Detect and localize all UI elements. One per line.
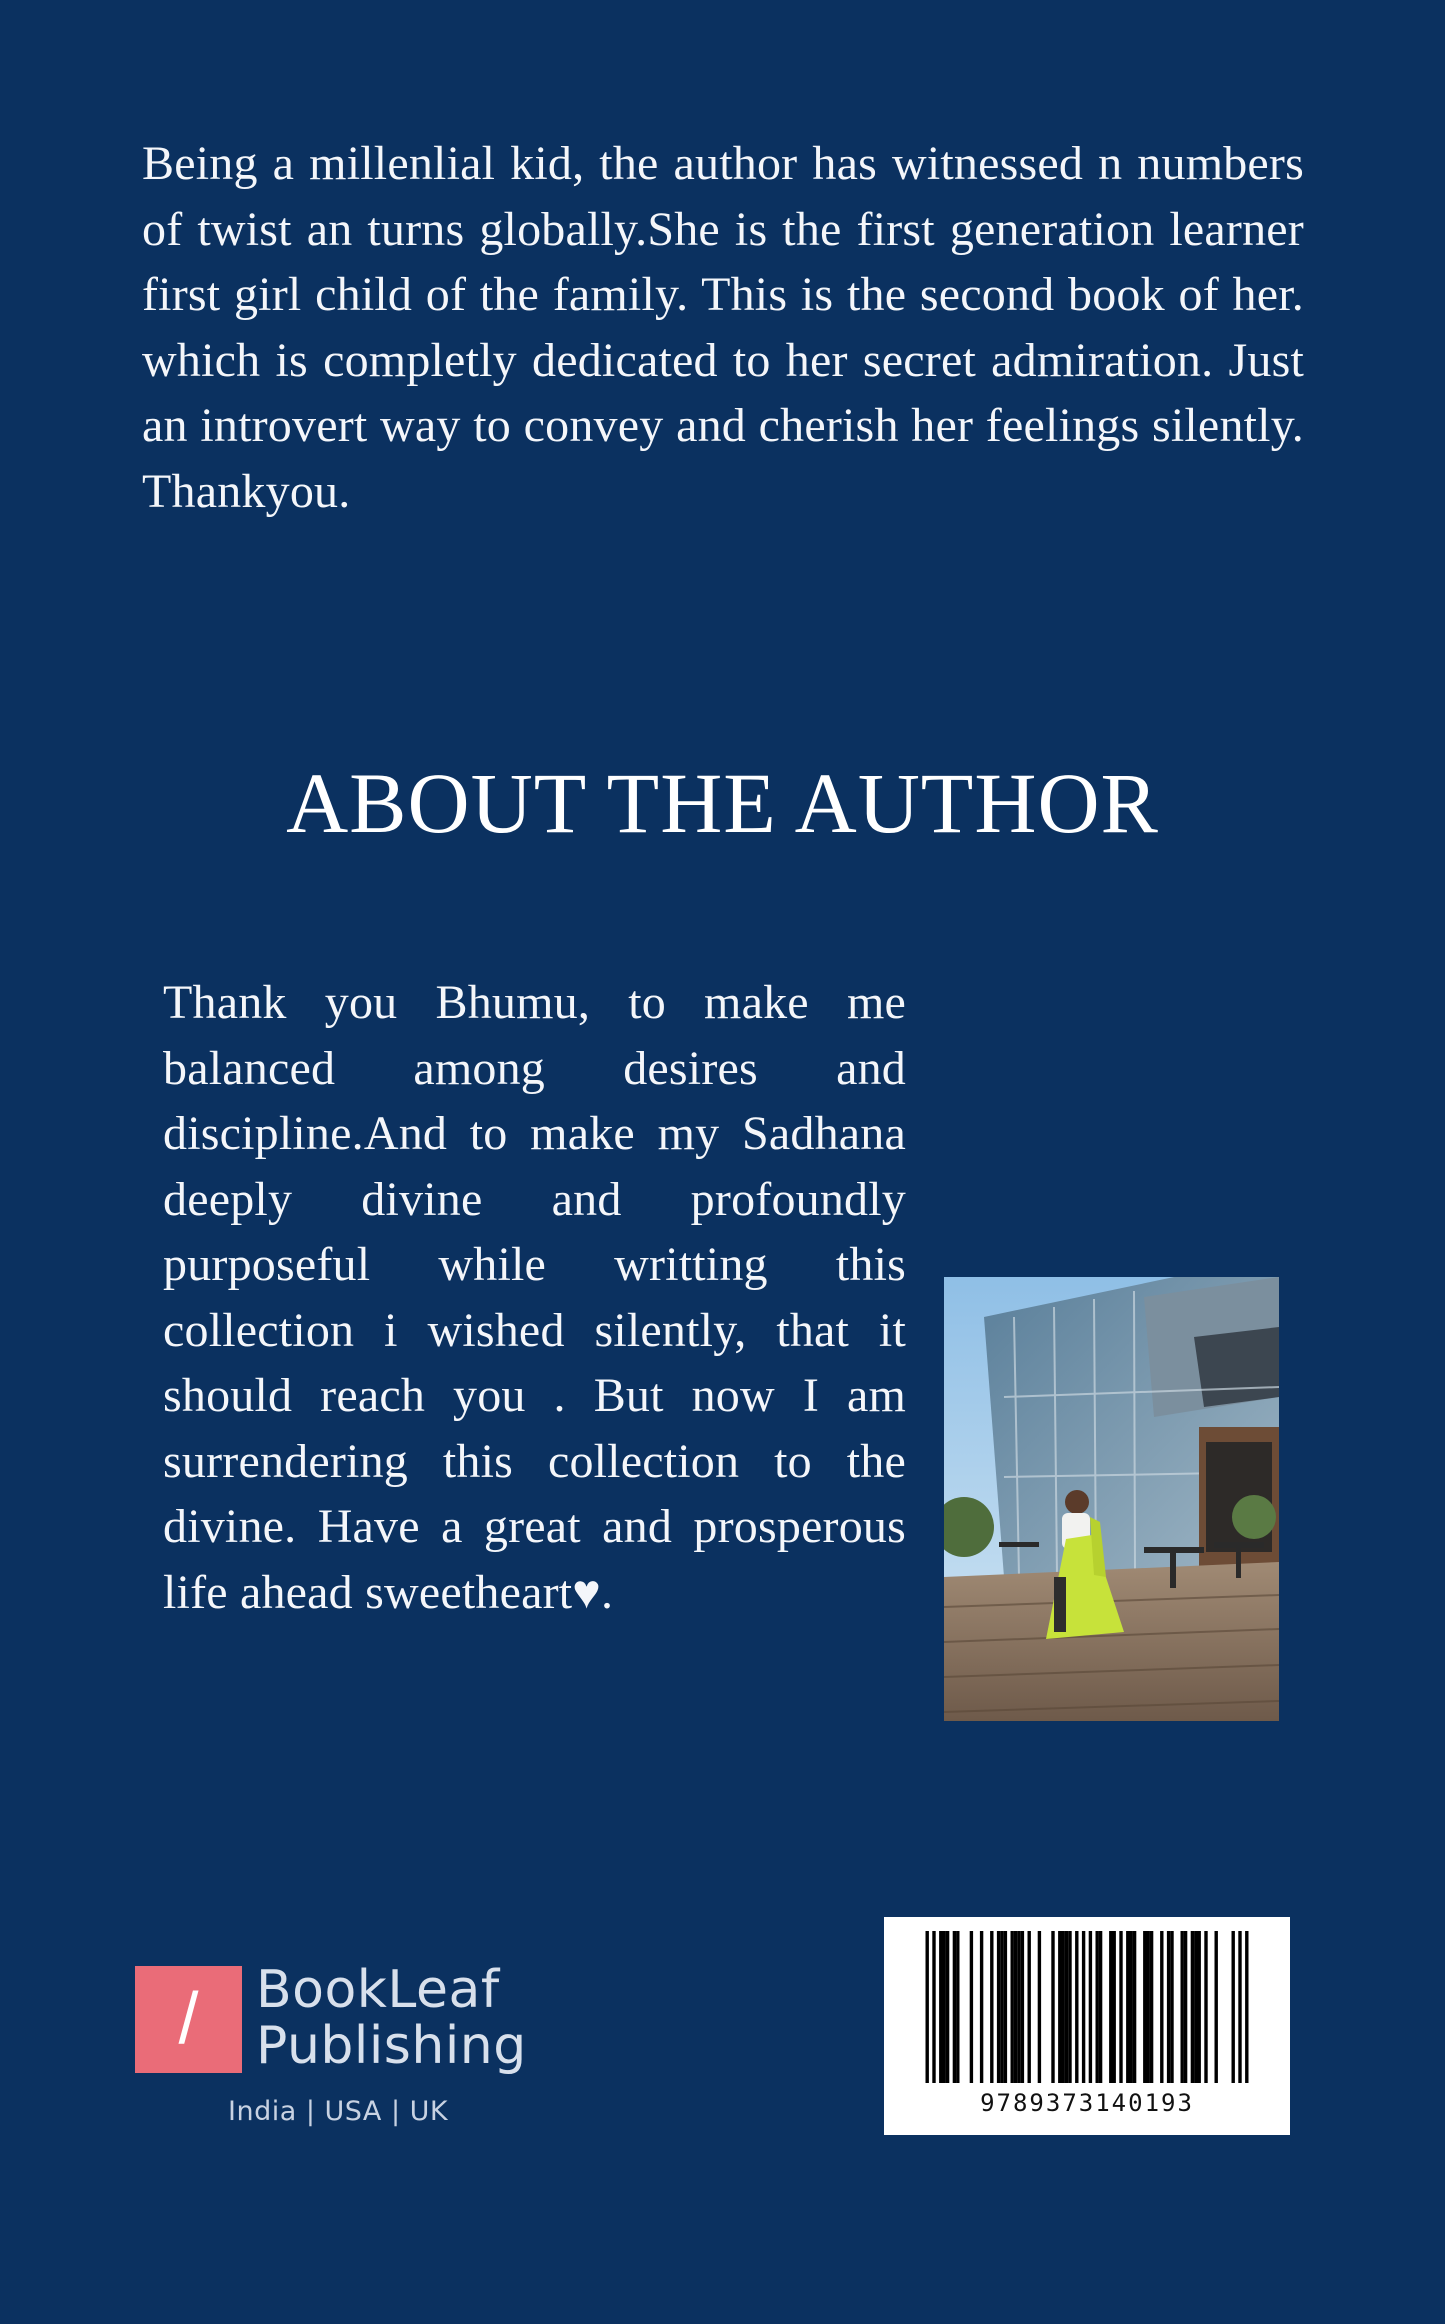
barcode-bar xyxy=(1082,1931,1085,2083)
intro-paragraph: Being a millenlial kid, the author has witnessed n numbers of twist an turns globally.She is the first generation learner first girl child of the family. This is the second book of her. which is completly dedicated to her secret admiration. Just an introvert way to convey and cherish her feelings silently. Thankyou. xyxy=(142,137,1304,518)
barcode-bar xyxy=(997,1931,1000,2083)
barcode-bar xyxy=(926,1931,929,2083)
publisher-name xyxy=(256,1962,527,2074)
barcode-bar xyxy=(1011,1931,1014,2083)
barcode-bar xyxy=(1126,1931,1129,2083)
barcode-bar xyxy=(1089,1931,1092,2083)
barcode-bar xyxy=(1181,1931,1184,2083)
barcode-bar xyxy=(1147,1931,1150,2083)
barcode-bar xyxy=(1028,1931,1031,2083)
barcode-bar xyxy=(1109,1931,1112,2083)
barcode-bar xyxy=(1021,1931,1024,2083)
barcode-bar xyxy=(939,1931,942,2083)
barcode-bar xyxy=(980,1931,983,2083)
barcode-bar xyxy=(1099,1931,1102,2083)
barcode-bar xyxy=(1068,1931,1071,2083)
about-author-heading: ABOUT THE AUTHOR xyxy=(286,755,1159,851)
barcode-bar xyxy=(1215,1931,1218,2083)
publisher-name-line2: Publishing xyxy=(256,2016,527,2076)
barcode-bar xyxy=(1245,1931,1248,2083)
barcode-bar xyxy=(1051,1931,1054,2083)
barcode-bar xyxy=(1014,1931,1017,2083)
publisher-slash-icon xyxy=(135,1966,242,2073)
barcode-bar xyxy=(1191,1931,1194,2083)
isbn-barcode xyxy=(884,1917,1290,2135)
barcode-bar xyxy=(1204,1931,1207,2083)
logo-mark-glyph: / xyxy=(178,1979,199,2059)
publisher-logo xyxy=(135,1962,555,2132)
barcode-bar xyxy=(1238,1931,1241,2083)
barcode-bar xyxy=(970,1931,973,2083)
barcode-bar xyxy=(1119,1931,1122,2083)
barcode-bar xyxy=(1160,1931,1163,2083)
barcode-bar xyxy=(1075,1931,1078,2083)
barcode-bar xyxy=(1038,1931,1041,2083)
barcode-bar xyxy=(1232,1931,1235,2083)
barcode-bar xyxy=(932,1931,935,2083)
publisher-regions: India | USA | UK xyxy=(228,2096,449,2127)
barcode-bar xyxy=(1194,1931,1197,2083)
isbn-number: 9789373140193 xyxy=(980,2089,1194,2117)
barcode-bar xyxy=(1198,1931,1201,2083)
barcode-bar xyxy=(1096,1931,1099,2083)
barcode-bar xyxy=(956,1931,959,2083)
author-bio-paragraph: Thank you Bhumu, to make me balanced among desires and discipline.And to make my Sadhana deeply divine and profoundly purposeful while writting this collection i wished silently, that it should reach you . But now I am surrendering this collection to the divine. Have a great and prosperous life ahead sweetheart♥. xyxy=(163,976,906,1619)
barcode-bar xyxy=(1143,1931,1146,2083)
author-photo xyxy=(944,1277,1279,1721)
barcode-bar xyxy=(943,1931,946,2083)
barcode-bar xyxy=(1150,1931,1153,2083)
publisher-name-line1: BookLeaf xyxy=(256,1960,500,2020)
barcode-bar xyxy=(1184,1931,1187,2083)
barcode-bar xyxy=(946,1931,949,2083)
barcode-bar xyxy=(1170,1931,1173,2083)
barcode-bar xyxy=(1167,1931,1170,2083)
barcode-bar xyxy=(1017,1931,1020,2083)
barcode-bar xyxy=(990,1931,993,2083)
barcode-bar xyxy=(1113,1931,1116,2083)
barcode-bar xyxy=(1065,1931,1068,2083)
barcode-bar xyxy=(1000,1931,1003,2083)
barcode-bar xyxy=(1004,1931,1007,2083)
barcode-bar xyxy=(1062,1931,1065,2083)
barcode-bar xyxy=(1130,1931,1133,2083)
barcode-bar xyxy=(1058,1931,1061,2083)
barcode-bar xyxy=(953,1931,956,2083)
barcode-bar xyxy=(1133,1931,1136,2083)
